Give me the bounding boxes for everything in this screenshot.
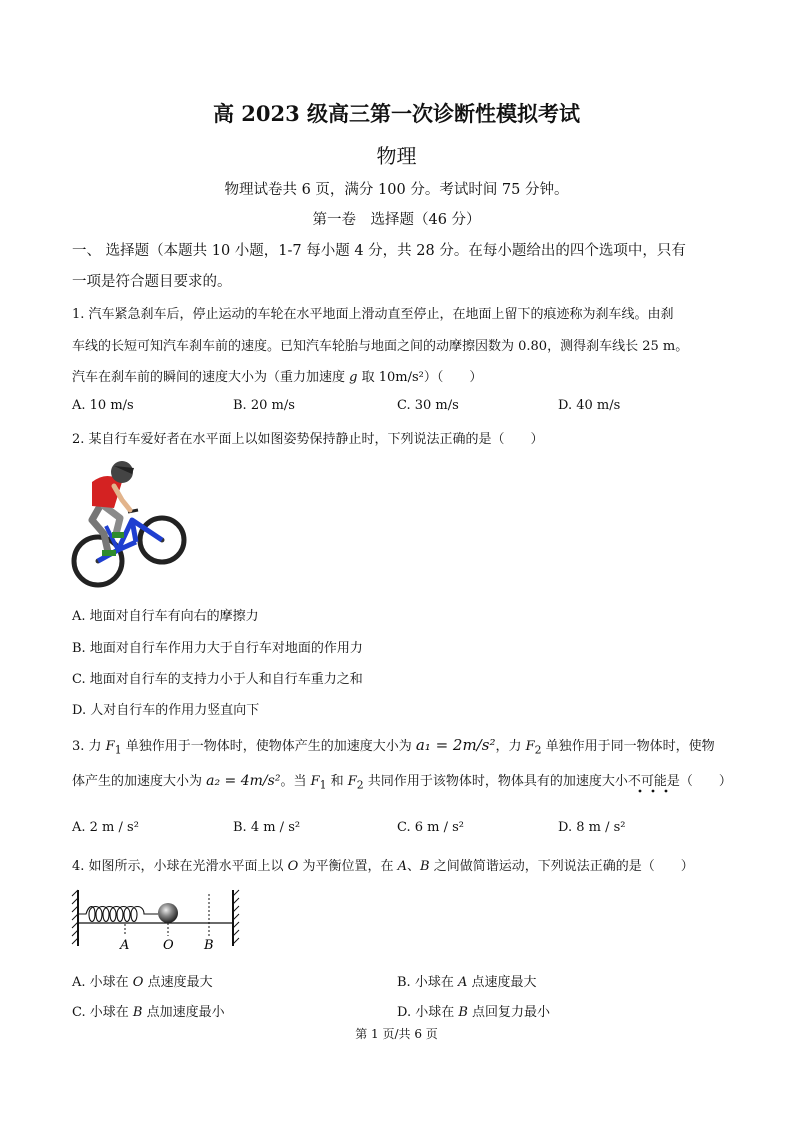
q3-option-c: C. 6 m / s² (397, 820, 465, 835)
label-o: O (163, 938, 174, 953)
part-heading: 第一卷 选择题（46 分） (312, 212, 481, 228)
q2-line1: 2. 某自行车爱好者在水平面上以如图姿势保持静止时，下列说法正确的是（ ） (72, 432, 544, 447)
q4-option-b: B. 小球在 A 点速度最大 (397, 975, 537, 990)
q1-option-a: A. 10 m/s (72, 398, 134, 413)
section-instruction-line1: 一、 选择题（本题共 10 小题，1-7 每小题 4 分，共 28 分。在每小题给出的四个选项中，只有 (72, 243, 686, 259)
q1-option-d: D. 40 m/s (558, 398, 621, 413)
q1-line2: 车线的长短可知汽车刹车前的速度。已知汽车轮胎与地面之间的动摩擦因数为 0.80，测得刹车线长 25 m。 (72, 339, 689, 354)
q4-option-d: D. 小球在 B 点回复力最小 (397, 1005, 551, 1020)
page-footer: 第 1 页/共 6 页 (355, 1027, 438, 1041)
q4-option-a: A. 小球在 O 点速度最大 (72, 975, 213, 990)
exam-info: 物理试卷共 6 页，满分 100 分。考试时间 75 分钟。 (224, 182, 569, 198)
q3-line1: 3. 力 $F_1$ 单独作用于一物体时，使物体产生的加速度大小为 a₁ = 2m/s²，力 $F_2$ 单独作用于同一物体时，使物 (72, 736, 715, 757)
emphasis-dot-marks (636, 788, 676, 794)
q4-line1: 4. 如图所示，小球在光滑水平面上以 O 为平衡位置，在 A、B 之间做简谐运动，下列说法正确的是（ ） (72, 859, 694, 874)
exam-title: 高 2023 级高三第一次诊断性模拟考试 (212, 101, 581, 126)
emphasis-dots: 不可能 (627, 774, 667, 789)
q3-line2: 体产生的加速度大小为 a₂ = 4m/s²。当 $F_1$ 和 $F_2$ 共同作用于该物体时，物体具有的加速度大小不可能是（ ） (72, 773, 732, 792)
q1-option-c: C. 30 m/s (397, 398, 459, 413)
q3-option-a: A. 2 m / s² (72, 820, 139, 835)
q3-option-d: D. 8 m / s² (558, 820, 626, 835)
cyclist-figure (70, 458, 190, 590)
section-instruction-line2: 一项是符合题目要求的。 (72, 274, 232, 290)
q3-option-b: B. 4 m / s² (233, 820, 301, 835)
spring-oscillator-figure (70, 886, 245, 954)
label-a: A (120, 938, 130, 953)
q2-option-b: B. 地面对自行车作用力大于自行车对地面的作用力 (72, 641, 363, 656)
q2-option-c: C. 地面对自行车的支持力小于人和自行车重力之和 (72, 672, 363, 687)
subject-title: 物理 (376, 144, 417, 168)
q1-line1: 1. 汽车紧急刹车后，停止运动的车轮在水平地面上滑动直至停止，在地面上留下的痕迹称为刹车线。由刹 (72, 307, 674, 322)
q2-option-d: D. 人对自行车的作用力竖直向下 (72, 703, 260, 718)
q1-option-b: B. 20 m/s (233, 398, 295, 413)
q1-line3: 汽车在刹车前的瞬间的速度大小为（重力加速度 g 取 10m/s²）（ ） (72, 370, 483, 385)
q2-option-a: A. 地面对自行车有向右的摩擦力 (72, 609, 259, 624)
label-b: B (204, 938, 214, 953)
q4-option-c: C. 小球在 B 点加速度最小 (72, 1005, 225, 1020)
